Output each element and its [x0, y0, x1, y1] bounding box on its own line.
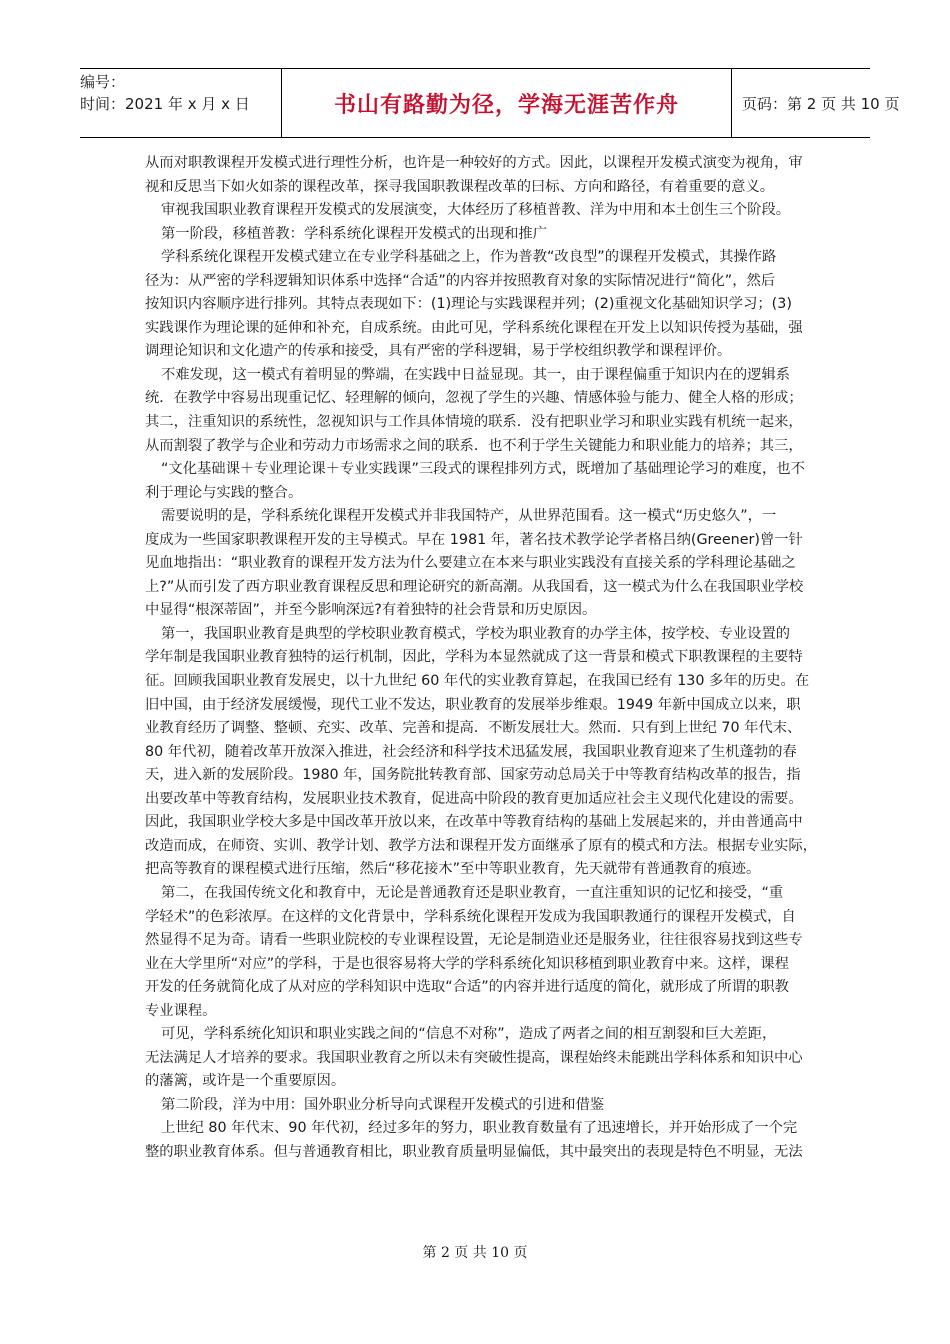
body-text-line: 业在大学里所“对应”的学科，于是也很容易将大学的学科系统化知识移植到职业教育中来。这样，课程 [145, 955, 789, 972]
body-text-line: 上世纪 80 年代末、90 年代初，经过多年的努力，职业教育数量有了迅速增长，并开始形成了一个完 [161, 1120, 798, 1137]
body-text-line: 不难发现，这一模式有着明显的弊端，在实践中日益显现。其一，由于课程偏重于知识内在的逻辑系 [161, 366, 791, 383]
body-text-line: 度成为一些国家职教课程开发的主导模式。早在 1981 年，著名技术教学论学者格吕纳(Greener)曾一针 [145, 531, 803, 548]
header-page-cell [732, 69, 900, 137]
body-text-line: 统．在教学中容易出现重记忆、轻理解的倾向，忽视了学生的兴趣、情感体验与能力、健全人格的形成； [145, 390, 803, 407]
document-body [145, 152, 817, 1165]
body-text-line: 业教育经历了调整、整顿、充实、改革、完善和提高．不断发展壮大。然而．只有到上世纪 70 年代末、 [145, 720, 802, 737]
body-text-line: 从而对职教课程开发模式进行理性分析，也许是一种较好的方式。因此，以课程开发模式演变为视角，审 [145, 155, 803, 171]
body-text-line: 第二，在我国传统文化和教育中，无论是普通教育还是职业教育，一直注重知识的记忆和接受，“重 [161, 884, 784, 901]
body-text-line: 从而割裂了教学与企业和劳动力市场需求之间的联系．也不利于学生关键能力和职业能力的培养；其三， [145, 437, 803, 454]
document-time-label: 时间：2021 年 x 月 x 日 [80, 95, 250, 113]
body-text-line: 因此，我国职业学校大多是中国改革开放以来，在改革中等教育结构的基础上发展起来的，并由普通高中 [145, 814, 803, 831]
body-text-line: 第一，我国职业教育是典型的学校职业教育模式，学校为职业教育的办学主体，按学校、专业设置的 [161, 625, 791, 642]
body-text-line: 然显得不足为奇。请看一些职业院校的专业课程设置，无论是制造业还是服务业，往往很容易找到这些专 [145, 932, 803, 949]
body-text-line: 需要说明的是，学科系统化课程开发模式并非我国特产，从世界范围看。这一模式“历史悠久”，一 [161, 508, 777, 525]
body-text-line: 天，进入新的发展阶段。1980 年，国务院批转教育部、国家劳动总局关于中等教育结构改革的报告，指 [145, 767, 801, 784]
body-text-line: 利于理论与实践的整合。 [145, 484, 303, 501]
body-text-line: 征。回顾我国职业教育发展史，以十九世纪 60 年代的实业教育算起，在我国已经有 130 多年的历史。在 [145, 673, 810, 690]
body-text-line: 可见，学科系统化知识和职业实践之间的“信息不对称”，造成了两者之间的相互割裂和巨大差距， [161, 1026, 777, 1043]
body-text-line: 实践课作为理论课的延伸和补充，自成系统。由此可见，学科系统化课程在开发上以知识传授为基础，强 [145, 319, 803, 336]
body-text-line: 审视我国职业教育课程开发模式的发展演变，大体经历了移植普教、洋为中用和本土创生三个阶段。 [161, 202, 791, 219]
body-text-line: “文化基础课＋专业理论课＋专业实践课”三段式的课程排列方式，既增加了基础理论学习的难度，也不 [161, 461, 805, 478]
body-text-line: 视和反思当下如火如荼的课程改革，探寻我国职教课程改革的曰标、方向和路径，有着重要的意义。 [145, 178, 775, 195]
body-text-line: 专业课程。 [145, 1002, 217, 1019]
body-text-line: 旧中国，由于经济发展缓慢，现代工业不发达，职业教育的发展举步维艰。1949 年新中国成立以来，职 [145, 696, 801, 713]
header-motto-cell [282, 69, 732, 137]
body-text-line: 的藩篱，或许是一个重要原因。 [145, 1073, 346, 1090]
page-footer: 第 2 页 共 10 页 [422, 1245, 528, 1261]
body-text-line: 学年制是我国职业教育独特的运行机制，因此，学科为本显然就成了这一背景和模式下职教课程的主要特 [145, 649, 803, 666]
body-text-line: 调理论知识和文化遗产的传承和接受，具有严密的学科逻辑，易于学校组织教学和课程评价。 [145, 343, 732, 360]
body-text-line: 整的职业教育体系。但与普通教育相比，职业教育质量明显偏低，其中最突出的表现是特色不明显，无法 [145, 1143, 803, 1160]
header-motto: 书山有路勤为径，学海无涯苦作舟 [333, 91, 679, 118]
body-text-line: 开发的任务就简化成了从对应的学科知识中选取“合适”的内容并进行适度的简化，就形成了所谓的职教 [145, 979, 789, 996]
body-text-line: 第二阶段，洋为中用：国外职业分析导向式课程开发模式的引进和借鉴 [161, 1096, 605, 1113]
body-text-line: 第一阶段，移植普教：学科系统化课程开发模式的出现和推广 [161, 225, 548, 242]
body-text-line: 无法满足人才培养的要求。我国职业教育之所以未有突破性提高，课程始终未能跳出学科体系和知识中心 [145, 1049, 803, 1066]
body-text-line: 见血地指出：“职业教育的课程开发方法为什么要建立在本来与职业实践没有直接关系的学科理论基础之 [145, 555, 796, 572]
body-text-line: 其二，注重知识的系统性，忽视知识与工作具体情境的联系．没有把职业学习和职业实践有机统一起来， [145, 414, 803, 431]
body-text-line: 学轻术”的色彩浓厚。在这样的文化背景中，学科系统化课程开发成为我国职教通行的课程开发模式，自 [145, 908, 796, 925]
body-text-line: 把高等教育的课程模式进行压缩，然后“移花接木”至中等职业教育，先天就带有普通教育的痕迹。 [145, 861, 761, 878]
page-header [80, 68, 900, 138]
body-text-line: 中显得“根深蒂固”，并至今影响深远?有着独特的社会背景和历史原因。 [145, 602, 597, 619]
header-left-cell [80, 69, 282, 137]
body-text-line: 上?”从而引发了西方职业教育课程反思和理论研究的新高潮。从我国看，这一模式为什么在我国职业学校 [145, 578, 804, 595]
body-text-line: 学科系统化课程开发模式建立在专业学科基础之上，作为普教“改良型”的课程开发模式，其操作路 [161, 249, 777, 266]
body-text-line: 出要改革中等教育结构，发展职业技术教育，促进高中阶段的教育更加适应社会主义现代化建设的需要。 [145, 790, 803, 807]
body-text-line: 80 年代初，随着改革开放深入推进，社会经济和科学技术迅猛发展，我国职业教育迎来了生机蓬勃的春 [145, 743, 797, 760]
body-text-line: 径为：从严密的学科逻辑知识体系中选择“合适”的内容并按照教育对象的实际情况进行“简化”，然后 [145, 272, 776, 289]
body-text-line: 改造而成，在师资、实训、教学计划、教学方法和课程开发方面继承了原有的模式和方法。根据专业实际， [145, 837, 817, 854]
header-page-number: 页码：第 2 页 共 10 页 [742, 94, 900, 113]
body-text-line: 按知识内容顺序进行排列。其特点表现如下：(1)理论与实践课程并列；(2)重视文化基础知识学习；(3) [145, 296, 792, 313]
document-number-label: 编号： [80, 73, 126, 91]
